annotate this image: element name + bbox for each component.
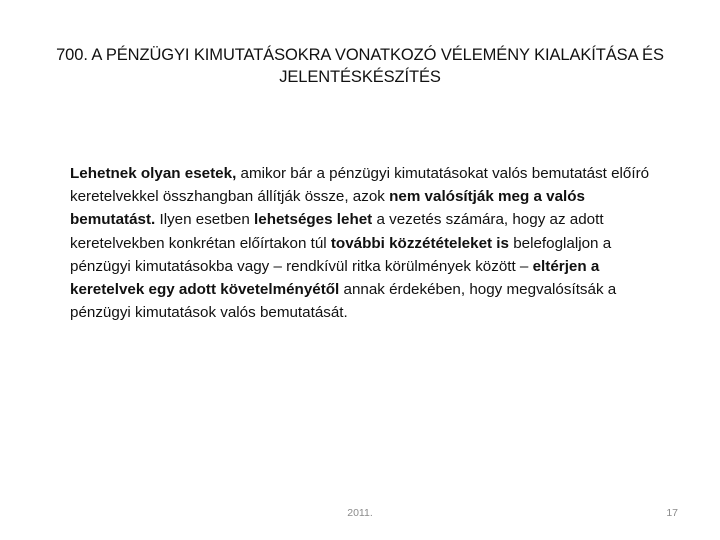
body-bold-phrase: eltérjen a keretelvek egy adott követelményétől xyxy=(70,257,600,299)
body-bold-phrase: nem valósítják meg a valós bemutatást. xyxy=(70,188,585,229)
body-text-run: Ilyen esetben xyxy=(155,211,255,229)
body-text-run: a vezetés számára, hogy az adott keretelvekben konkrétan előírtakon túl xyxy=(70,211,604,252)
slide-title-line-1: 700. A PÉNZÜGYI KIMUTATÁSOKRA VONATKOZÓ VÉLEMÉNY KIALAKÍTÁSA ÉS xyxy=(56,46,664,64)
slide-title-line-2: JELENTÉSKÉSZÍTÉS xyxy=(279,68,441,86)
body-paragraph xyxy=(70,162,670,324)
body-text-run: belefoglaljon a pénzügyi kimutatásokba vagy – rendkívül ritka körülmények között – xyxy=(70,234,612,275)
body-text-run: amikor bár a pénzügyi kimutatásokat valós bemutatást előíró keretelvekkel összhangban állítják össze, azok xyxy=(70,165,650,206)
body-text-run: annak érdekében, hogy megvalósítsák a pénzügyi kimutatások valós bemutatását. xyxy=(70,281,617,322)
body-bold-phrase: további közzétételeket is xyxy=(330,234,509,252)
body-bold-phrase: lehetséges lehet xyxy=(254,211,373,229)
slide-title xyxy=(30,44,690,88)
page-number: 17 xyxy=(666,507,678,519)
footer-date: 2011. xyxy=(347,507,373,519)
body-bold-phrase: Lehetnek olyan esetek, xyxy=(70,165,237,182)
